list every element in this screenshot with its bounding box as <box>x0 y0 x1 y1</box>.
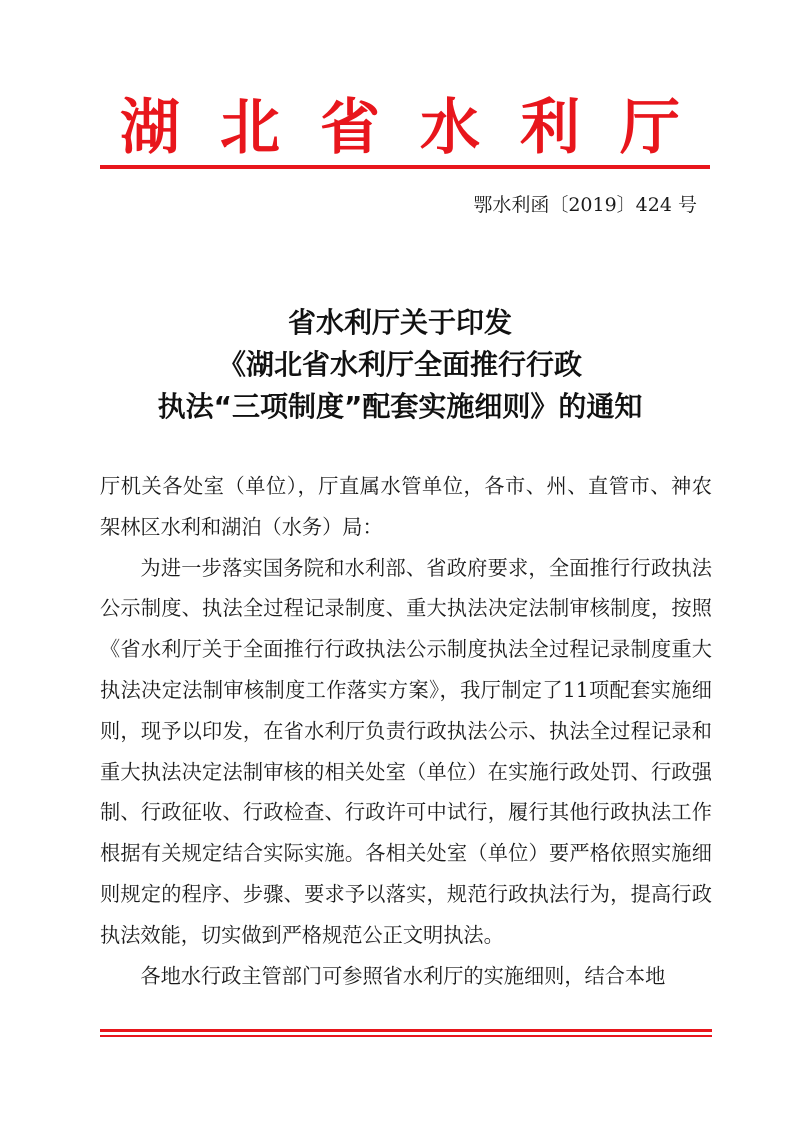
title-line-3: 执法“三项制度”配套实施细则》的通知 <box>157 390 643 423</box>
document-title <box>0 302 800 428</box>
body-paragraph-2: 各地水行政主管部门可参照省水利厅的实施细则，结合本地 <box>140 963 666 988</box>
addressees: 厅机关各处室（单位），厅直属水管单位，各市、州、直管市、神农架林区水利和湖泊（水务）局： <box>100 474 712 539</box>
agency-masthead: 湖北省水利厅 <box>120 93 720 163</box>
document-number: 鄂水利函〔2019〕424 号 <box>473 194 697 216</box>
body-paragraph-1: 为进一步落实国务院和水利部、省政府要求，全面推行行政执法公示制度、执法全过程记录制度、重大执法决定法制审核制度，按照《省水利厅关于全面推行行政执法公示制度执法全过程记录制度重大执法决定法制审核制度工作落实方案》，我厅制定了11项配套实施细则，现予以印发，在省水利厅负责行政执法公示、执法全过程记录和重大执法决定法制审核的相关处室（单位）在实施行政处罚、行政强制、行政征收、行政检查、行政许可中试行，履行其他行政执法工作根据有关规定结合实际实施。各相关处室（单位）要严格依照实施细则规定的程序、步骤、要求予以落实，规范行政执法行为，提高行政执法效能，切实做到严格规范公正文明执法。 <box>100 555 712 947</box>
footer-divider-thin <box>100 1035 712 1037</box>
title-line-1: 省水利厅关于印发 <box>287 306 512 339</box>
document-body <box>100 466 712 996</box>
footer-divider-thick <box>100 1029 712 1032</box>
title-line-2: 《湖北省水利厅全面推行行政 <box>217 348 582 381</box>
masthead-divider <box>100 165 710 169</box>
